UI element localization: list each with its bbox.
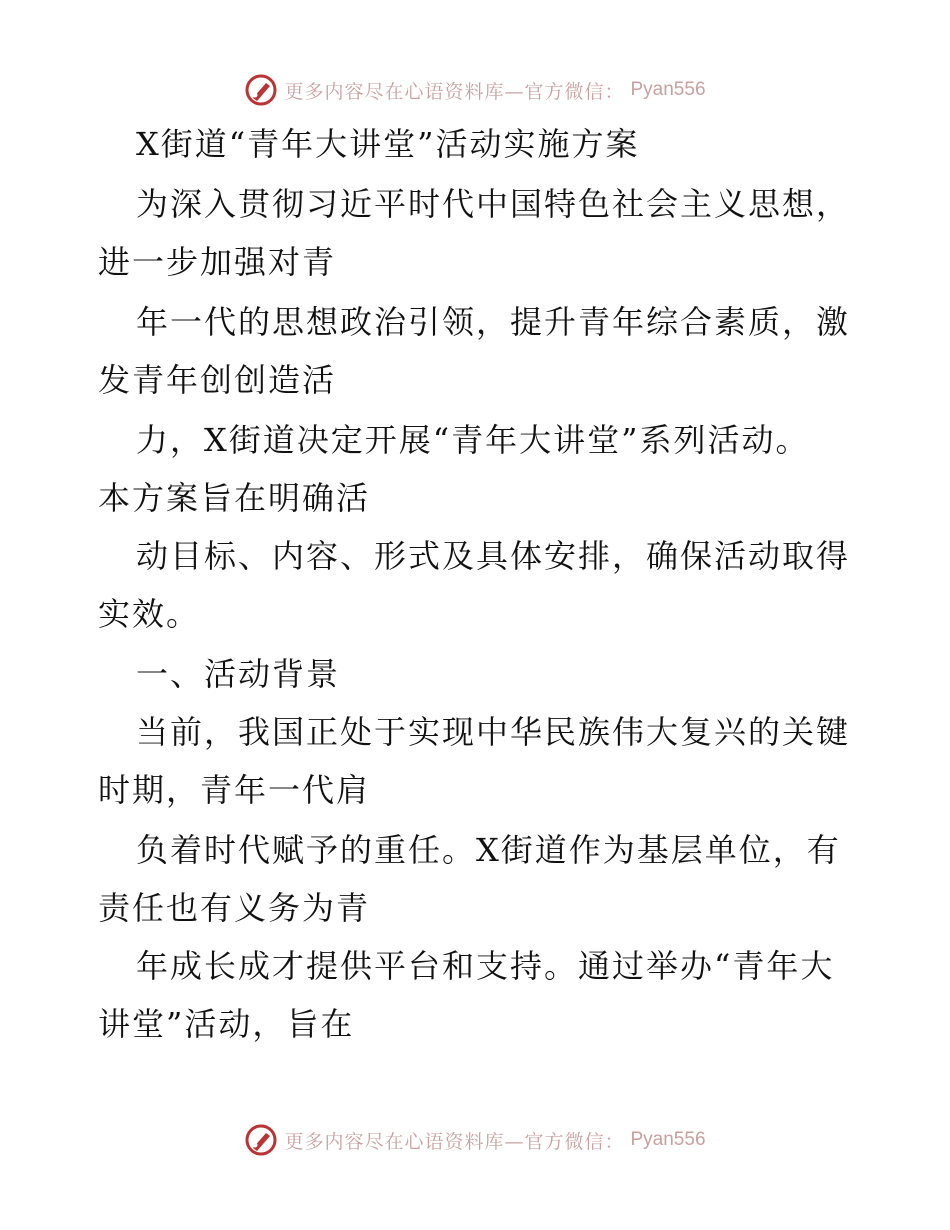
paragraph-line: 为深入贯彻习近平时代中国特色社会主义思想，	[136, 185, 851, 223]
paragraph-line: 本方案旨在明确活	[98, 479, 371, 517]
watermark-text: 更多内容尽在心语资料库—官方微信：	[284, 80, 625, 103]
paragraph-line: 年一代的思想政治引领，提升青年综合素质，激	[136, 303, 851, 341]
paragraph-line: 发青年创创造活	[98, 361, 337, 399]
paragraph-line: 责任也有义务为青	[98, 889, 371, 927]
paragraph-line: 实效。	[98, 595, 201, 633]
paragraph-line: 当前，我国正处于实现中华民族伟大复兴的关键	[136, 713, 851, 751]
pen-circle-icon	[244, 73, 278, 107]
paragraph-line: 进一步加强对青	[98, 243, 337, 281]
paragraph-line: 力，X街道决定开展“青年大讲堂”系列活动。	[136, 421, 810, 459]
watermark-banner-top	[0, 70, 950, 110]
paragraph-line: 动目标、内容、形式及具体安排，确保活动取得	[136, 537, 851, 575]
paragraph-line: 时期，青年一代肩	[98, 771, 371, 809]
watermark-content	[244, 1123, 705, 1157]
paragraph-line: 负着时代赋予的重任。X街道作为基层单位，有	[136, 831, 841, 869]
watermark-id: Pyan556	[630, 79, 706, 100]
watermark-text: 更多内容尽在心语资料库—官方微信：	[284, 1130, 625, 1153]
watermark-banner-bottom	[0, 1120, 950, 1160]
watermark-id: Pyan556	[630, 1129, 706, 1150]
paragraph-line: 年成长成才提供平台和支持。通过举办“青年大	[136, 947, 835, 985]
pen-circle-icon	[244, 1123, 278, 1157]
section-heading: 一、活动背景	[136, 655, 341, 693]
watermark-content	[244, 73, 705, 107]
document-title: X街道“青年大讲堂”活动实施方案	[136, 125, 640, 163]
paragraph-line: 讲堂”活动，旨在	[98, 1005, 355, 1043]
